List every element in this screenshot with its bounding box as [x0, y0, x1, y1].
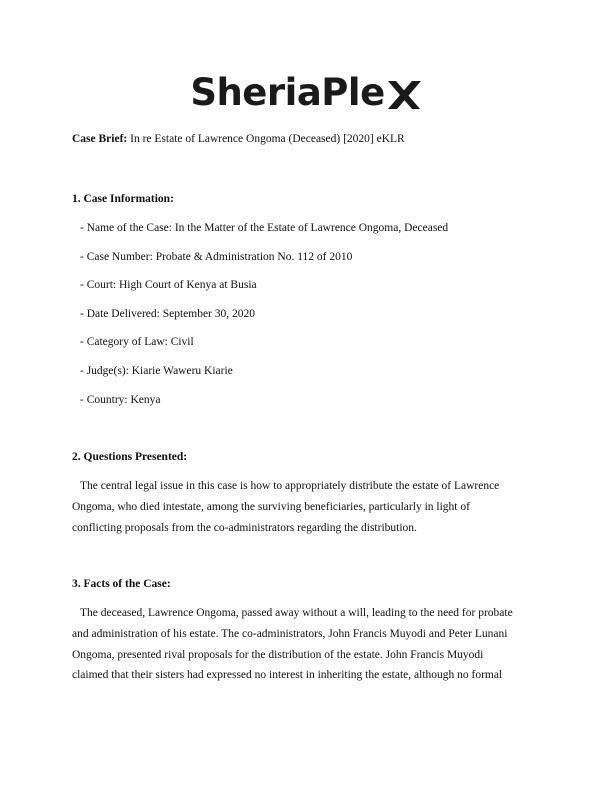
section-heading-facts: 3. Facts of the Case: — [72, 578, 171, 590]
case-brief-title: In re Estate of Lawrence Ongoma (Deceased) [2020] eKLR — [130, 133, 405, 145]
section-heading-questions-presented: 2. Questions Presented: — [72, 451, 188, 463]
paragraph-line: The deceased, Lawrence Ongoma, passed away without a will, leading to the need for probate — [80, 607, 513, 619]
logo-x-mark-icon — [386, 80, 422, 110]
paragraph-line: conflicting proposals from the co-administrators regarding the distribution. — [72, 521, 417, 534]
paragraph-line: and administration of his estate. The co-administrators, John Francis Muyodi and Peter Lunani — [72, 627, 508, 640]
case-info-item-country: - Country: Kenya — [80, 394, 161, 406]
facts-paragraph — [72, 603, 542, 686]
case-info-item-judge: - Judge(s): Kiarie Waweru Kiarie — [80, 365, 233, 377]
case-brief-label: Case Brief: — [72, 133, 128, 145]
case-info-item-category: - Category of Law: Civil — [80, 336, 194, 348]
paragraph-line: The central legal issue in this case is how to appropriately distribute the estate of Lawrence — [80, 480, 500, 492]
case-brief-line — [72, 133, 405, 145]
logo-container — [0, 71, 612, 114]
paragraph-line: Ongoma, who died intestate, among the surviving beneficiaries, particularly in light of — [72, 500, 470, 513]
case-info-item-name: - Name of the Case: In the Matter of the Estate of Lawrence Ongoma, Deceased — [80, 222, 449, 234]
logo-text: SheriaPle — [190, 71, 385, 114]
questions-presented-paragraph — [72, 476, 542, 538]
case-info-item-date: - Date Delivered: September 30, 2020 — [80, 308, 255, 320]
section-heading-case-information: 1. Case Information: — [72, 193, 174, 205]
paragraph-line: Ongoma, presented rival proposals for the distribution of the estate. John Francis Muyodi — [72, 648, 484, 661]
case-info-item-court: - Court: High Court of Kenya at Busia — [80, 279, 257, 291]
sheriaplex-logo — [190, 71, 421, 114]
case-info-item-number: - Case Number: Probate & Administration No. 112 of 2010 — [80, 251, 353, 263]
paragraph-line: claimed that their sisters had expressed no interest in inheriting the estate, although no formal — [72, 669, 503, 682]
